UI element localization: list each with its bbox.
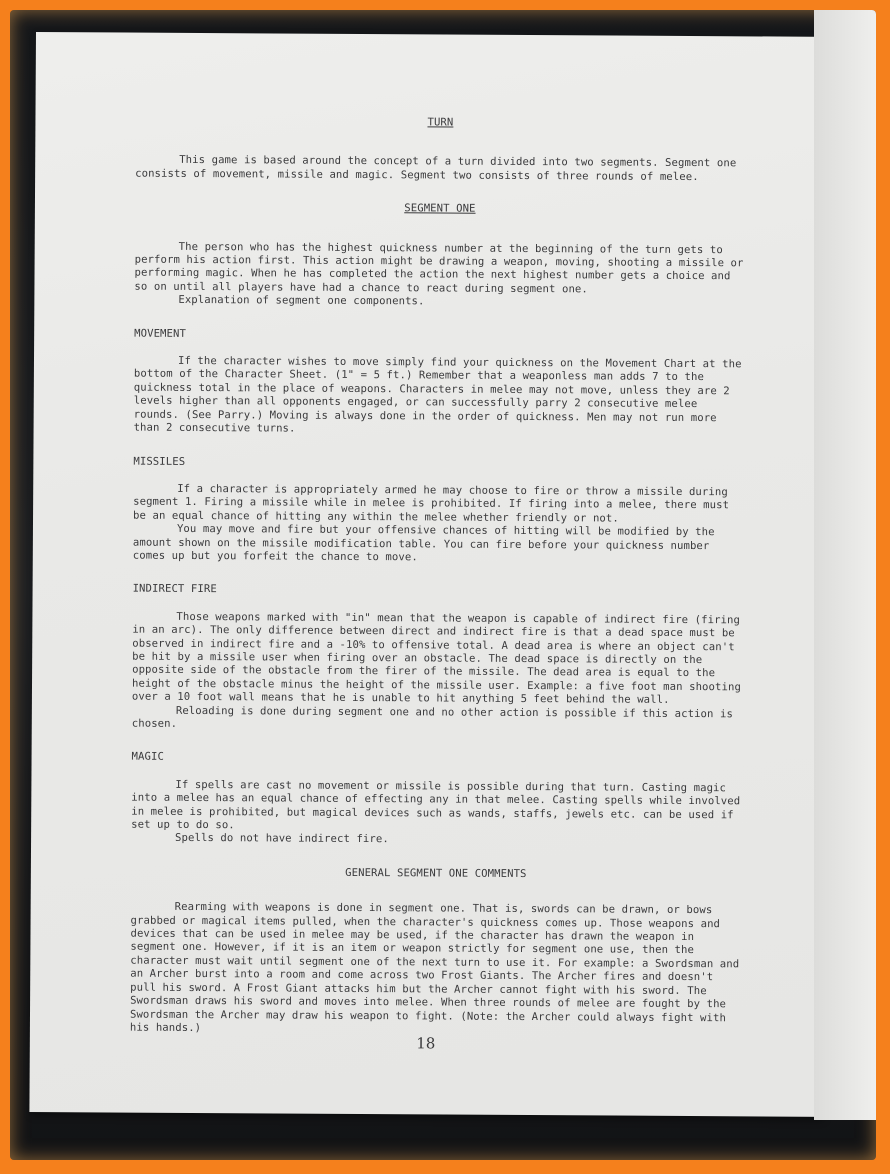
magic-section: [131, 778, 741, 849]
segment-one-explanation: Explanation of segment one components.: [178, 294, 425, 308]
page-number: 18: [416, 1034, 436, 1053]
segment-one-heading: SEGMENT ONE: [404, 202, 476, 215]
magic-heading: MAGIC: [131, 751, 164, 764]
general-comments-section: [130, 901, 741, 1039]
magic-paragraph-2: Spells do not have indirect fire.: [175, 832, 389, 846]
missiles-section: [133, 483, 743, 567]
indirect-fire-section: [132, 610, 743, 734]
turn-section: [135, 154, 745, 185]
indirect-fire-paragraph-1: Those weapons marked with "in" mean that the weapon is capable of indirect fire (firing in an arc). The only difference between direct and indirect fire is that a dead space must be observed in indirect fire and a -10% to offensive total. A dead area is where an object can't be hit by a missile user when firing over an obstacle. The dead space is directly on the opposite side of the obstacle from the firer of the missile. The dead area is equal to the height of the obstacle minus the height of the missile user. Example: a five foot man shooting over a 10 foot wall means that he is unable to hit anything 5 feet behind the wall.: [131, 610, 741, 707]
document-page: [29, 32, 828, 1117]
photo-frame: [10, 10, 876, 1160]
general-comments-heading: GENERAL SEGMENT ONE COMMENTS: [345, 866, 527, 880]
general-comments-paragraph: Rearming with weapons is done in segment one. That is, swords can be drawn, or bows grabbed or magical items pulled, when the character's quickness comes up. Those weapons and devices that can be used in melee may be used, if the character has drawn the weapon in segment one. However, if it is an item or weapon strictly for segment one use, then the character must wait until segment one of the next turn to use it. For example: a Swordsman and an Archer burst into a room and come across two Frost Giants. The Archer fires and doesn't pull his sword. A Frost Giant attacks him but the Archer cannot fight with his sword. The Swordsman draws his sword and moves into melee. When three rounds of melee are fought by the Swordsman the Archer may draw his weapon to fight. (Note: the Archer could always fight with his hands.): [129, 901, 740, 1034]
turn-paragraph: This game is based around the concept of a turn divided into two segments. Segment one consists of movement, missile and magic. Segment two consists of three rounds of melee.: [135, 154, 737, 183]
segment-one-section: [134, 240, 744, 311]
movement-paragraph: If the character wishes to move simply find your quickness on the Movement Chart at the bottom of the Character Sheet. (1" = 5 ft.) Remember that a weaponless man adds 7 to the quickness total in the place of weapons. Characters in melee may not move, unless they are 2 levels higher than all opponents engaged, or can successfully parry 2 consecutive melee rounds. (See Parry.) Moving is always done in the order of quickness. Men may not run more than 2 consecutive turns.: [133, 354, 742, 435]
missiles-paragraph-2: You may move and fire but your offensive chances of hitting will be modified by the amount shown on the missile modification table. You can fire before your quickness number comes up but you forfeit the chance to move.: [132, 522, 715, 564]
segment-one-paragraph: The person who has the highest quickness number at the beginning of the turn gets to perform his action first. This action might be drawing a weapon, moving, shooting a missile or performing magic. When he has completed the action the next highest number gets a choice and so on until all players have had a chance to react during segment one.: [134, 240, 744, 296]
movement-section: [134, 355, 744, 439]
page-content: [130, 115, 746, 1059]
turn-heading: TURN: [427, 116, 454, 129]
magic-paragraph-1: If spells are cast no movement or missile is possible during that turn. Casting magic into a melee has an equal chance of effecting any in that melee. Casting spells while involved in melee is prohibited, but magical devices such as wands, staffs, jewels etc. can be used if set up to do so.: [131, 778, 741, 832]
missiles-paragraph-1: If a character is appropriately armed he may choose to fire or throw a missile during segment 1. Firing a missile while in melee is prohibited. If firing into a melee, there must be an equal chance of hitting any within the melee whether friendly or not.: [133, 482, 730, 525]
movement-heading: MOVEMENT: [134, 327, 187, 340]
indirect-fire-heading: INDIRECT FIRE: [132, 582, 217, 596]
indirect-fire-paragraph-2: Reloading is done during segment one and no other action is possible if this action is chosen.: [131, 704, 733, 730]
missiles-heading: MISSILES: [133, 455, 186, 468]
